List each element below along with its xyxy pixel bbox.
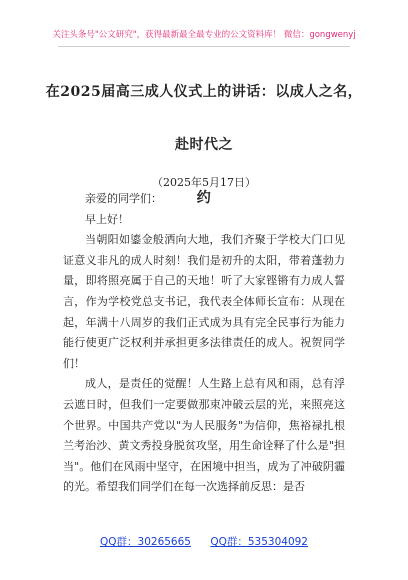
salutation: 亲爱的同学们： [85, 192, 162, 205]
paragraph-1: 当朝阳如鎏金般洒向大地，我们齐聚于学校大门口见证意义非凡的成人时刻！我们是初升的太阳，带着蓬勃力量，即将照亮属于自己的天地！听了大家铿锵有力成人誓言，作为学校党总支书记，我代表全体师长宣布：从现在起，年满十八周岁的我们正式成为具有完全民事行为能力能行使更广泛权利并承担更多法律责任的成人。祝贺同学们！ [63, 233, 345, 370]
title-line-2: 约 [196, 190, 212, 206]
document-date: （2025年5月17日） [152, 176, 256, 189]
footer-qq-group-2[interactable]: QQ群：535304092 [210, 536, 308, 548]
header-divider [58, 46, 350, 47]
paragraph-2: 成人，是责任的觉醒！人生路上总有风和雨，总有浮云遮日时，但我们一定要做那束冲破云层的光，来照亮这个世界。中国共产党以"为人民服务"为信仰，焦裕禄扎根兰考治沙、黄文秀投身脱贫攻坚，用生命诠释了什么是"担当"。他们在风雨中坚守，在困境中担当，成为了冲破阴霾的光。希望我们同学们在每一次选择前反思：是否 [63, 377, 345, 494]
footer-qq-group-1[interactable]: QQ群：30265665 [100, 536, 191, 548]
document-body [63, 189, 345, 498]
footer-contacts [0, 534, 408, 549]
header-note: 关注头条号"公文研究"，获得最新最全最专业的公文资料库！ 微信：gongwenyj [52, 30, 356, 40]
title-line-1: 在2025届高三成人仪式上的讲话：以成人之名，赴时代之 [45, 84, 363, 153]
greeting: 早上好！ [85, 212, 129, 226]
